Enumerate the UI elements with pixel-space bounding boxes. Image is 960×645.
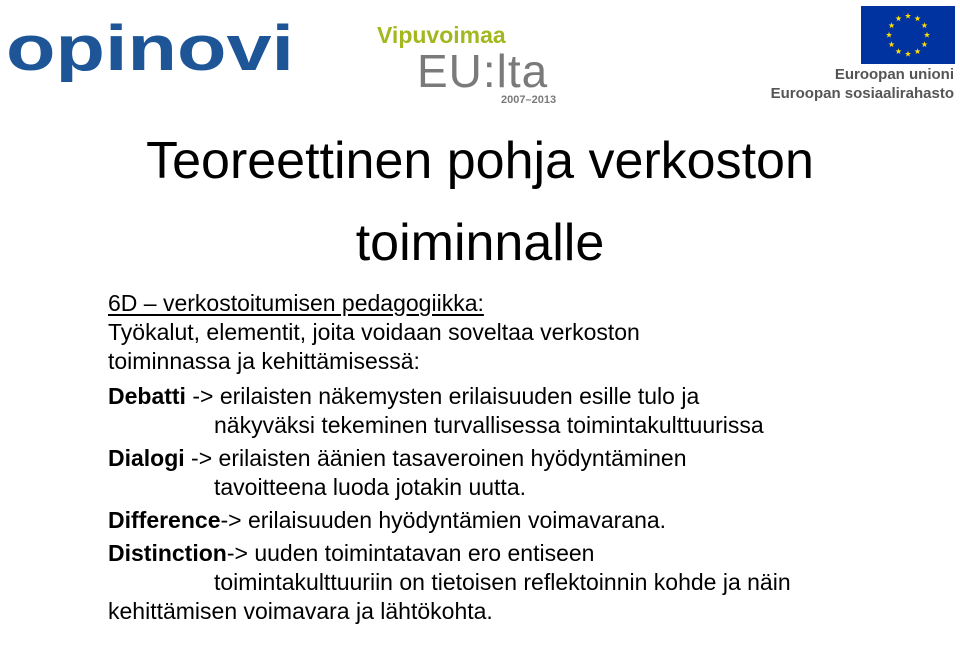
item-text: -> erilaisten äänien tasaveroinen hyödyntäminen <box>184 445 687 471</box>
item-term: Dialogi <box>108 445 185 471</box>
eulta-text: EU:lta <box>417 45 549 97</box>
item-text: -> uuden toimintatavan ero entiseen <box>226 540 595 566</box>
item-term: Debatti <box>108 383 186 409</box>
item-difference <box>108 506 956 535</box>
item-term: Distinction <box>108 540 227 566</box>
vipuvoimaa-years: 2007–2013 <box>501 94 557 106</box>
tools-line1: Työkalut, elementit, joita voidaan soveltaa verkoston <box>108 319 640 345</box>
opinovi-logo <box>6 10 296 82</box>
item-text-cont: tavoitteena luoda jotakin uutta. <box>214 474 527 500</box>
item-text: -> erilaisuuden hyödyntämien voimavarana. <box>220 507 667 533</box>
item-distinction <box>108 539 956 626</box>
eu-text-line2: Euroopan sosiaalirahasto <box>770 85 954 102</box>
vipuvoimaa-eulta-logo <box>377 22 577 112</box>
vipuvoimaa-text: Vipuvoimaa <box>377 22 506 48</box>
title-line1: Teoreettinen pohja verkoston <box>146 132 814 190</box>
item-debatti <box>108 382 956 440</box>
item-text-cont: näkyväksi tekeminen turvallisessa toimintakulttuurissa <box>214 412 764 438</box>
opinovi-logo-text: opinovi <box>6 12 294 82</box>
item-text: -> erilaisten näkemysten erilaisuuden esille tulo ja <box>185 383 700 409</box>
eu-flag-icon <box>861 6 955 64</box>
tools-line2: toiminnassa ja kehittämisessä: <box>108 348 420 374</box>
slide-content <box>108 289 956 630</box>
item-text-cont: toimintakulttuuriin on tietoisen reflektoinnin kohde ja näin <box>214 569 791 595</box>
eu-logo-text <box>771 65 954 103</box>
slide-heading: 6D – verkostoitumisen pedagogiikka: <box>108 290 484 316</box>
item-term: Difference <box>108 507 221 533</box>
item-text-cont: kehittämisen voimavara ja lähtökohta. <box>108 598 493 624</box>
slide-title <box>0 120 960 284</box>
eu-text-line1: Euroopan unioni <box>834 66 954 83</box>
item-dialogi <box>108 444 956 502</box>
tools-paragraph <box>108 318 956 376</box>
title-line2: toiminnalle <box>355 214 605 272</box>
